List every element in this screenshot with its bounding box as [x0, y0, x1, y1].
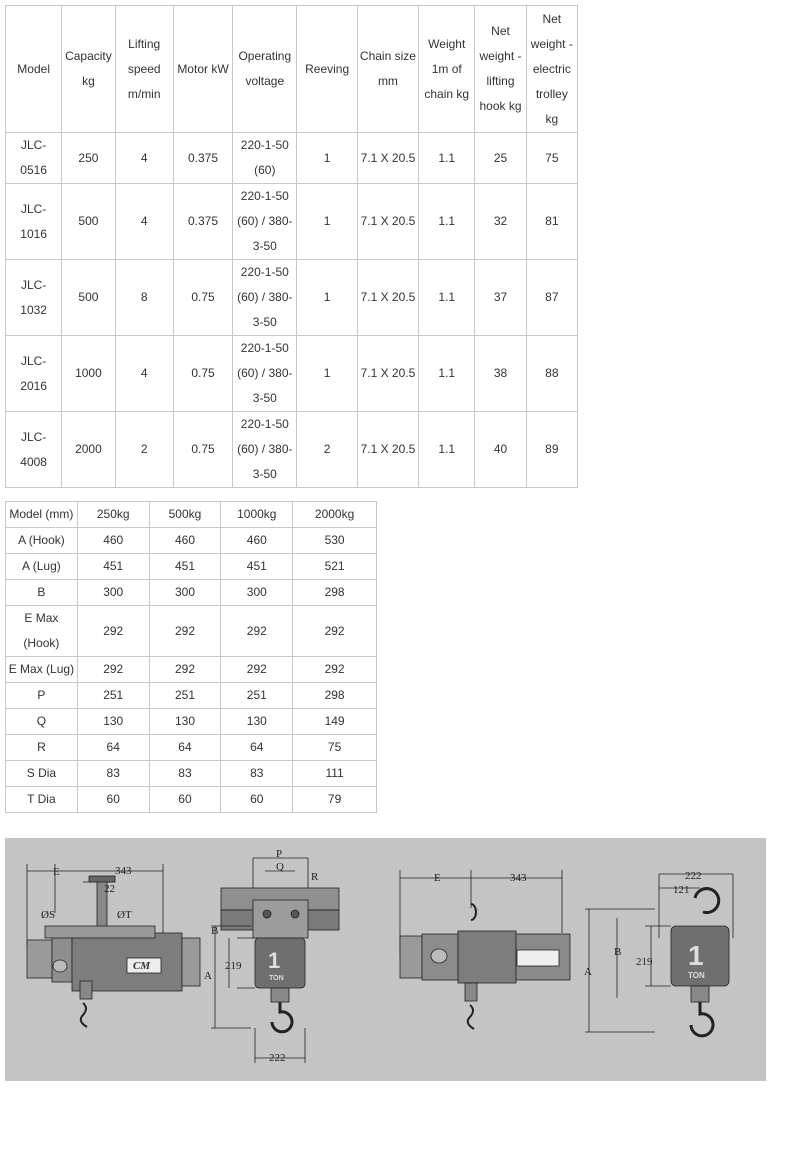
spec-value-cell: 1000 [62, 336, 115, 412]
header-row [6, 6, 578, 133]
table-row [6, 412, 578, 488]
capacity-unit: TON [269, 975, 284, 982]
dim-label-cell: E Max (Hook) [6, 606, 78, 657]
spec-value-cell: 4 [115, 184, 173, 260]
spec-value-cell: 37 [475, 260, 526, 336]
dim-label-t-dia: ØT [117, 909, 132, 921]
dim-value-cell: 298 [293, 580, 377, 606]
dim-label-222-2: 222 [685, 870, 702, 882]
dim-value-cell: 251 [149, 683, 221, 709]
dim-label-e: E [53, 866, 60, 878]
dim-value-cell: 451 [149, 554, 221, 580]
dim-value-cell: 300 [77, 580, 149, 606]
dim-value-cell: 251 [221, 683, 293, 709]
spec-label-cell: JLC-0516 [6, 133, 62, 184]
dim-label-b-2: B [614, 946, 622, 958]
dim-label-a: A [204, 970, 212, 982]
spec-value-cell: 0.75 [173, 412, 232, 488]
spec-value-cell: 0.375 [173, 133, 232, 184]
spec-value-cell: 1.1 [419, 336, 475, 412]
spec-value-cell: 25 [475, 133, 526, 184]
column-header: 1000kg [221, 502, 293, 528]
column-header: 500kg [149, 502, 221, 528]
dim-value-cell: 451 [77, 554, 149, 580]
spec-value-cell: 1 [297, 184, 357, 260]
column-header: 2000kg [293, 502, 377, 528]
dim-label-219-2: 219 [636, 956, 653, 968]
column-header: Capacity kg [62, 6, 115, 133]
dim-label-cell: T Dia [6, 787, 78, 813]
dim-value-cell: 130 [221, 709, 293, 735]
table-row [6, 580, 377, 606]
dim-value-cell: 451 [221, 554, 293, 580]
spec-label-cell: JLC-1032 [6, 260, 62, 336]
table-row [6, 787, 377, 813]
table-row [6, 184, 578, 260]
dim-value-cell: 83 [149, 761, 221, 787]
spec-value-cell: 8 [115, 260, 173, 336]
spec-value-cell: 7.1 X 20.5 [357, 260, 418, 336]
dim-label-cell: E Max (Lug) [6, 657, 78, 683]
spec-value-cell: 220-1-50 (60) / 380-3-50 [233, 184, 297, 260]
dim-value-cell: 300 [221, 580, 293, 606]
spec-label-cell: JLC-4008 [6, 412, 62, 488]
spec-value-cell: 2 [115, 412, 173, 488]
dim-value-cell: 292 [149, 606, 221, 657]
dim-value-cell: 292 [221, 657, 293, 683]
spec-value-cell: 81 [526, 184, 577, 260]
column-header: Model (mm) [6, 502, 78, 528]
dim-label-q: Q [276, 861, 284, 873]
column-header: Lifting speed m/min [115, 6, 173, 133]
dim-label-e-2: E [434, 872, 441, 884]
table-row [6, 528, 377, 554]
dim-value-cell: 251 [77, 683, 149, 709]
spec-value-cell: 220-1-50 (60) / 380-3-50 [233, 412, 297, 488]
capacity-number-2: 1 [688, 940, 704, 971]
dim-value-cell: 79 [293, 787, 377, 813]
dim-value-cell: 149 [293, 709, 377, 735]
dim-label-cell: A (Lug) [6, 554, 78, 580]
spec-value-cell: 7.1 X 20.5 [357, 336, 418, 412]
spec-value-cell: 1.1 [419, 184, 475, 260]
dim-label-p: P [276, 848, 283, 860]
spec-value-cell: 0.375 [173, 184, 232, 260]
dim-label-cell: R [6, 735, 78, 761]
spec-value-cell: 89 [526, 412, 577, 488]
dim-value-cell: 530 [293, 528, 377, 554]
spec-value-cell: 7.1 X 20.5 [357, 184, 418, 260]
spec-value-cell: 1.1 [419, 260, 475, 336]
spec-value-cell: 1 [297, 133, 357, 184]
dim-value-cell: 60 [149, 787, 221, 813]
dim-label-r: R [311, 871, 319, 883]
dim-value-cell: 111 [293, 761, 377, 787]
spec-value-cell: 75 [526, 133, 577, 184]
dim-value-cell: 298 [293, 683, 377, 709]
dim-value-cell: 64 [149, 735, 221, 761]
column-header: Net weight - electric trolley kg [526, 6, 577, 133]
table-row [6, 761, 377, 787]
dim-label-222: 222 [269, 1052, 286, 1064]
spec-value-cell: 88 [526, 336, 577, 412]
table-row [6, 554, 377, 580]
drawing-canvas [5, 838, 766, 1081]
dim-label-22: 22 [104, 883, 115, 895]
spec-value-cell: 500 [62, 260, 115, 336]
dim-label-219: 219 [225, 960, 242, 972]
column-header: Model [6, 6, 62, 133]
dim-value-cell: 75 [293, 735, 377, 761]
table-row [6, 606, 377, 657]
front-view-hook [585, 874, 733, 1036]
spec-label-cell: JLC-1016 [6, 184, 62, 260]
table-row [6, 735, 377, 761]
spec-value-cell: 1.1 [419, 133, 475, 184]
spec-value-cell: 7.1 X 20.5 [357, 412, 418, 488]
dim-value-cell: 292 [149, 657, 221, 683]
column-header: Net weight - lifting hook kg [475, 6, 526, 133]
table-row [6, 133, 578, 184]
column-header: Chain size mm [357, 6, 418, 133]
spec-value-cell: 1.1 [419, 412, 475, 488]
dim-label-s-dia: ØS [41, 909, 56, 921]
column-header: Weight 1m of chain kg [419, 6, 475, 133]
dim-label-cell: S Dia [6, 761, 78, 787]
dim-value-cell: 300 [149, 580, 221, 606]
spec-value-cell: 250 [62, 133, 115, 184]
spec-value-cell: 0.75 [173, 260, 232, 336]
spec-value-cell: 40 [475, 412, 526, 488]
dim-label-b: B [211, 925, 219, 937]
dimension-table [5, 501, 377, 813]
table-row [6, 260, 578, 336]
column-header: 250kg [77, 502, 149, 528]
spec-value-cell: 2000 [62, 412, 115, 488]
header-row [6, 502, 377, 528]
dim-label-cell: Q [6, 709, 78, 735]
dim-value-cell: 292 [77, 657, 149, 683]
brand-logo: CM [133, 960, 151, 972]
dim-label-cell: B [6, 580, 78, 606]
spec-value-cell: 38 [475, 336, 526, 412]
dim-label-121: 121 [673, 884, 690, 896]
dim-value-cell: 83 [77, 761, 149, 787]
dim-value-cell: 64 [221, 735, 293, 761]
spec-value-cell: 1 [297, 336, 357, 412]
spec-value-cell: 32 [475, 184, 526, 260]
dim-label-cell: A (Hook) [6, 528, 78, 554]
dim-value-cell: 64 [77, 735, 149, 761]
spec-value-cell: 87 [526, 260, 577, 336]
dim-value-cell: 292 [221, 606, 293, 657]
side-view-hook [400, 870, 570, 1029]
dim-label-343: 343 [115, 865, 132, 877]
column-header: Operating voltage [233, 6, 297, 133]
dim-value-cell: 60 [221, 787, 293, 813]
table-row [6, 683, 377, 709]
spec-value-cell: 4 [115, 336, 173, 412]
spec-value-cell: 0.75 [173, 336, 232, 412]
spec-value-cell: 220-1-50 (60) / 380-3-50 [233, 260, 297, 336]
hoist-technical-drawing [5, 838, 766, 1081]
spec-value-cell: 1 [297, 260, 357, 336]
dim-label-cell: P [6, 683, 78, 709]
spec-value-cell: 220-1-50 (60) [233, 133, 297, 184]
table-row [6, 657, 377, 683]
spec-value-cell: 2 [297, 412, 357, 488]
spec-value-cell: 7.1 X 20.5 [357, 133, 418, 184]
spec-value-cell: 4 [115, 133, 173, 184]
dim-value-cell: 292 [293, 657, 377, 683]
dim-label-343-2: 343 [510, 872, 527, 884]
dim-value-cell: 292 [77, 606, 149, 657]
spec-label-cell: JLC-2016 [6, 336, 62, 412]
table-row [6, 709, 377, 735]
dim-value-cell: 460 [77, 528, 149, 554]
dim-value-cell: 292 [293, 606, 377, 657]
table-row [6, 336, 578, 412]
dim-value-cell: 521 [293, 554, 377, 580]
dim-value-cell: 83 [221, 761, 293, 787]
dim-value-cell: 460 [221, 528, 293, 554]
capacity-number: 1 [268, 948, 281, 973]
specification-table [5, 5, 578, 488]
column-header: Motor kW [173, 6, 232, 133]
dim-value-cell: 130 [77, 709, 149, 735]
capacity-unit-2: TON [688, 971, 705, 980]
spec-value-cell: 220-1-50 (60) / 380-3-50 [233, 336, 297, 412]
dim-label-a-2: A [584, 966, 592, 978]
column-header: Reeving [297, 6, 357, 133]
dim-value-cell: 460 [149, 528, 221, 554]
spec-value-cell: 500 [62, 184, 115, 260]
dim-value-cell: 60 [77, 787, 149, 813]
dim-value-cell: 130 [149, 709, 221, 735]
